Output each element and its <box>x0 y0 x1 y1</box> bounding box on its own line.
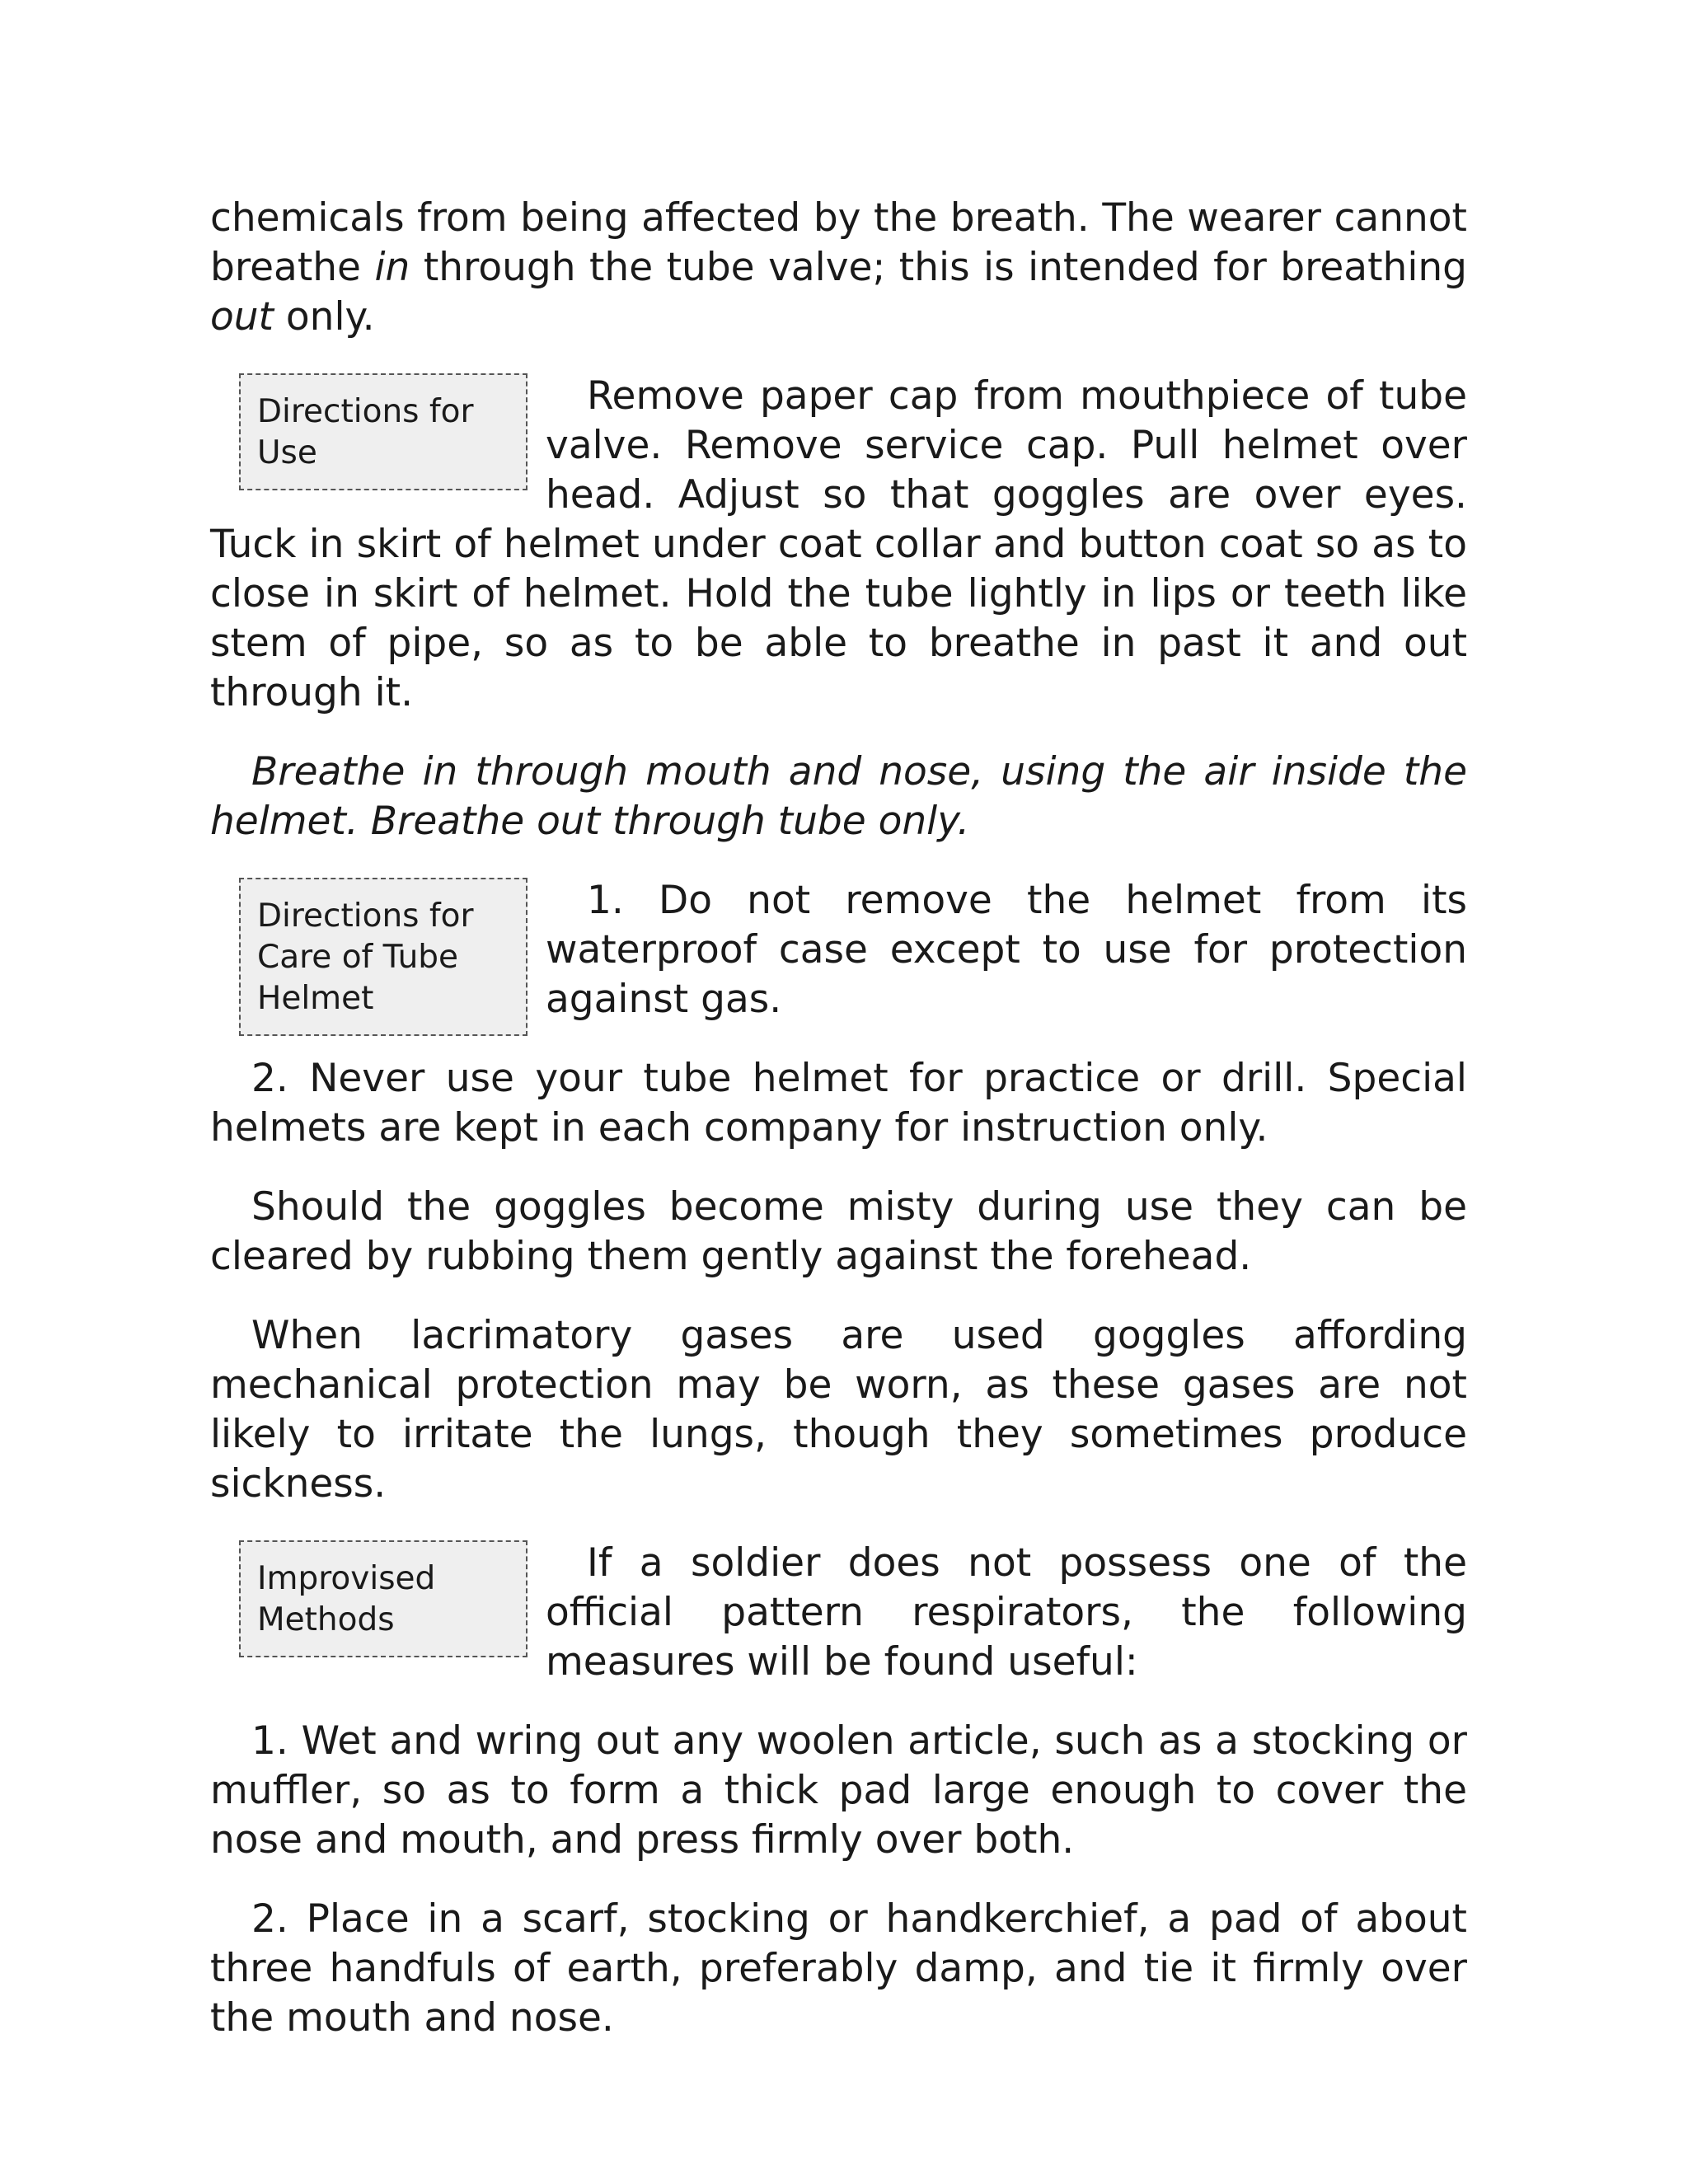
emphasis-in: in <box>374 245 410 290</box>
paragraph-directions-for-use-text: Remove paper cap from mouthpiece of tube valve. Remove service cap. Pull helmet over head. Adjust so that goggles are over eyes. Tuck in skirt of helmet under coat collar and button coat so as to close in skirt of helmet. Hold the tube lightly in lips or teeth like stem of pipe, so as to be able to breathe in past it and out through it. <box>210 373 1467 715</box>
paragraph-breath <box>210 194 1467 342</box>
paragraph-care-1 <box>210 876 1467 1024</box>
emphasis-out: out <box>210 294 274 340</box>
paragraph-improvised-1: 1. Wet and wring out any woolen article, such as a stocking or muffler, so as to form a thick pad large enough to cover the nose and mouth, and press firmly over both. <box>210 1718 1467 1863</box>
document-page <box>210 194 1467 2073</box>
sidenote-directions-for-use: Directions for Use <box>239 373 528 490</box>
paragraph-breathe-instruction-text: Breathe in through mouth and nose, using the air inside the helmet. Breathe out through tube only. <box>210 749 1467 844</box>
paragraph-care-1-text: 1. Do not remove the helmet from its waterproof case except to use for protection against gas. <box>546 878 1467 1022</box>
paragraph-lacrimatory-gases: When lacrimatory gases are used goggles affording mechanical protection may be worn, as these gases are not likely to irritate the lungs, though they sometimes produce sickness. <box>210 1313 1467 1507</box>
paragraph-breath-text-b: through the tube valve; this is intended for breathing <box>410 245 1467 290</box>
paragraph-directions-for-use <box>210 372 1467 718</box>
paragraph-breathe-instruction <box>210 748 1467 846</box>
paragraph-care-2: 2. Never use your tube helmet for practice or drill. Special helmets are kept in each company for instruction only. <box>210 1056 1467 1151</box>
paragraph-improvised-intro-text: If a soldier does not possess one of the official pattern respirators, the following measures will be found useful: <box>546 1540 1467 1685</box>
paragraph-improvised-2: 2. Place in a scarf, stocking or handkerchief, a pad of about three handfuls of earth, preferably damp, and tie it firmly over the mouth and nose. <box>210 1896 1467 2041</box>
sidenote-improvised-methods: Improvised Methods <box>239 1540 528 1657</box>
paragraph-breath-text-a: chemicals from being affected by the breath. The wearer cannot breathe <box>210 195 1467 290</box>
paragraph-improvised-intro <box>210 1539 1467 1687</box>
sidenote-directions-for-care: Directions for Care of Tube Helmet <box>239 878 528 1036</box>
paragraph-goggles-misty: Should the goggles become misty during use they can be cleared by rubbing them gently against the forehead. <box>210 1184 1467 1279</box>
paragraph-breath-text-c: only. <box>273 294 375 340</box>
